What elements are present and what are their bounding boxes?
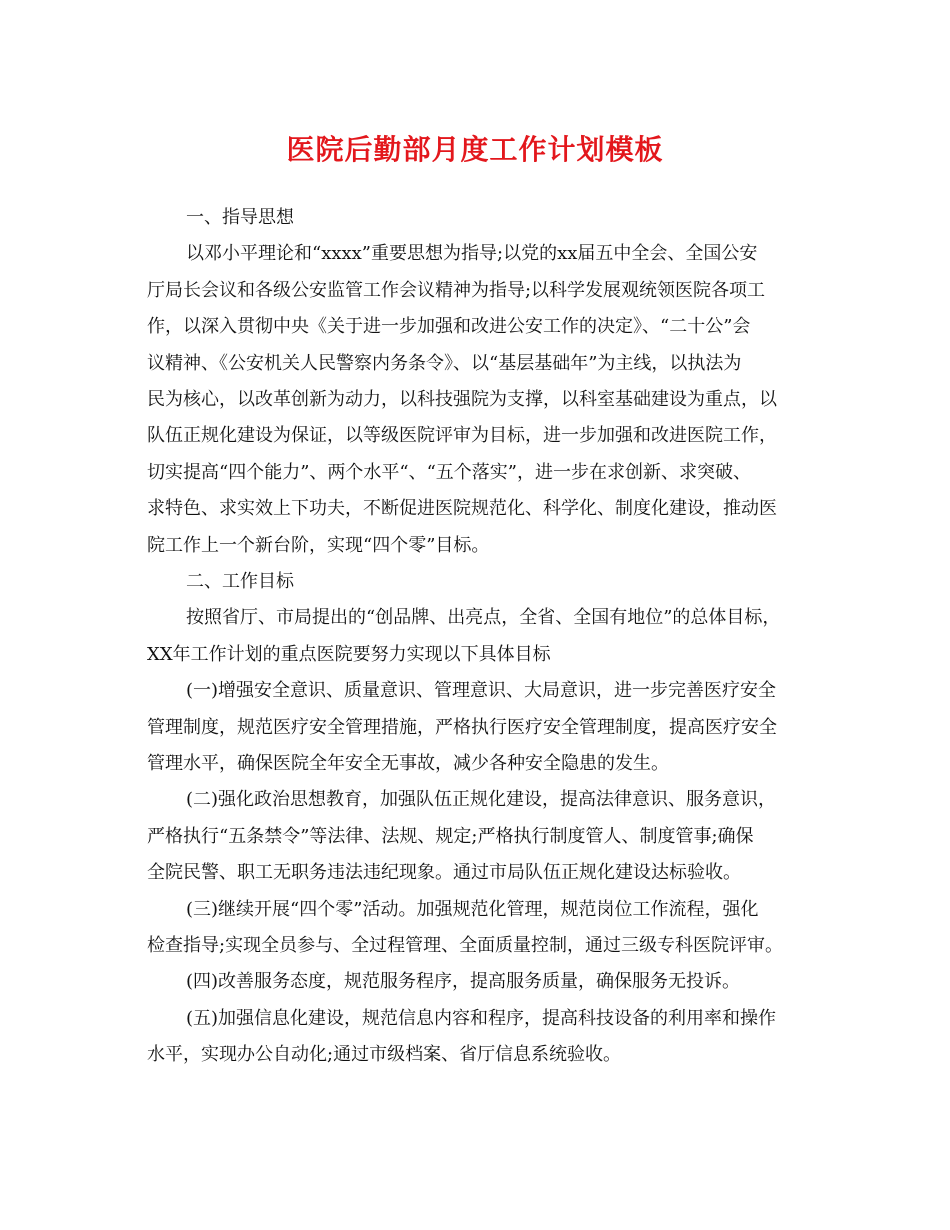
paragraph-line: 以邓小平理论和“xxxx”重要思想为指导;以党的xx届五中全会、全国公安 xyxy=(186,243,758,264)
paragraph-line: XX年工作计划的重点医院要努力实现以下具体目标 xyxy=(147,644,551,665)
section-heading-1: 一、指导思想 xyxy=(186,207,294,228)
goal-item-1: (一)增强安全意识、质量意识、管理意识、大局意识，进一步完善医疗安全 xyxy=(186,680,777,701)
paragraph-line: 按照省厅、市局提出的“创品牌、出亮点，全省、全国有地位”的总体目标， xyxy=(186,607,781,628)
goal-item-5: (五)加强信息化建设，规范信息内容和程序，提高科技设备的利用率和操作 xyxy=(186,1008,777,1029)
paragraph-line: 民为核心，以改革创新为动力，以科技强院为支撑，以科室基础建设为重点，以 xyxy=(147,389,777,410)
goal-item-2: (二)强化政治思想教育，加强队伍正规化建设，提高法律意识、服务意识， xyxy=(186,789,777,810)
paragraph-line: 切实提高“四个能力”、两个水平“、“五个落实”，进一步在求创新、求突破、 xyxy=(147,462,752,483)
goal-item-4: (四)改善服务态度，规范服务程序，提高服务质量，确保服务无投诉。 xyxy=(186,971,741,992)
paragraph-line: 水平，实现办公自动化;通过市级档案、省厅信息系统验收。 xyxy=(147,1044,622,1065)
paragraph-line: 管理水平，确保医院全年安全无事故，减少各种安全隐患的发生。 xyxy=(147,753,669,774)
paragraph-line: 院工作上一个新台阶，实现“四个零”目标。 xyxy=(147,535,490,556)
paragraph-line: 严格执行“五条禁令”等法律、法规、规定;严格执行制度管人、制度管事;确保 xyxy=(147,826,754,847)
paragraph-line: 求特色、求实效上下功夫，不断促进医院规范化、科学化、制度化建设，推动医 xyxy=(147,498,777,519)
paragraph-line: 全院民警、职工无职务违法违纪现象。通过市局队伍正规化建设达标验收。 xyxy=(147,862,741,883)
document-title: 医院后勤部月度工作计划模板 xyxy=(286,133,664,166)
paragraph-line: 作，以深入贯彻中央《关于进一步加强和改进公安工作的决定》、“二十公”会 xyxy=(147,316,751,337)
paragraph-line: 检查指导;实现全员参与、全过程管理、全面质量控制，通过三级专科医院评审。 xyxy=(147,935,784,956)
paragraph-line: 厅局长会议和各级公安监管工作会议精神为指导;以科学发展观统领医院各项工 xyxy=(147,280,766,301)
paragraph-line: 管理制度，规范医疗安全管理措施，严格执行医疗安全管理制度，提高医疗安全 xyxy=(147,717,777,738)
paragraph-line: 队伍正规化建设为保证，以等级医院评审为目标，进一步加强和改进医院工作， xyxy=(147,425,777,446)
goal-item-3: (三)继续开展“四个零”活动。加强规范化管理，规范岗位工作流程，强化 xyxy=(186,899,759,920)
section-heading-2: 二、工作目标 xyxy=(186,571,294,592)
paragraph-line: 议精神、《公安机关人民警察内务条令》、以“基层基础年”为主线，以执法为 xyxy=(147,353,742,374)
